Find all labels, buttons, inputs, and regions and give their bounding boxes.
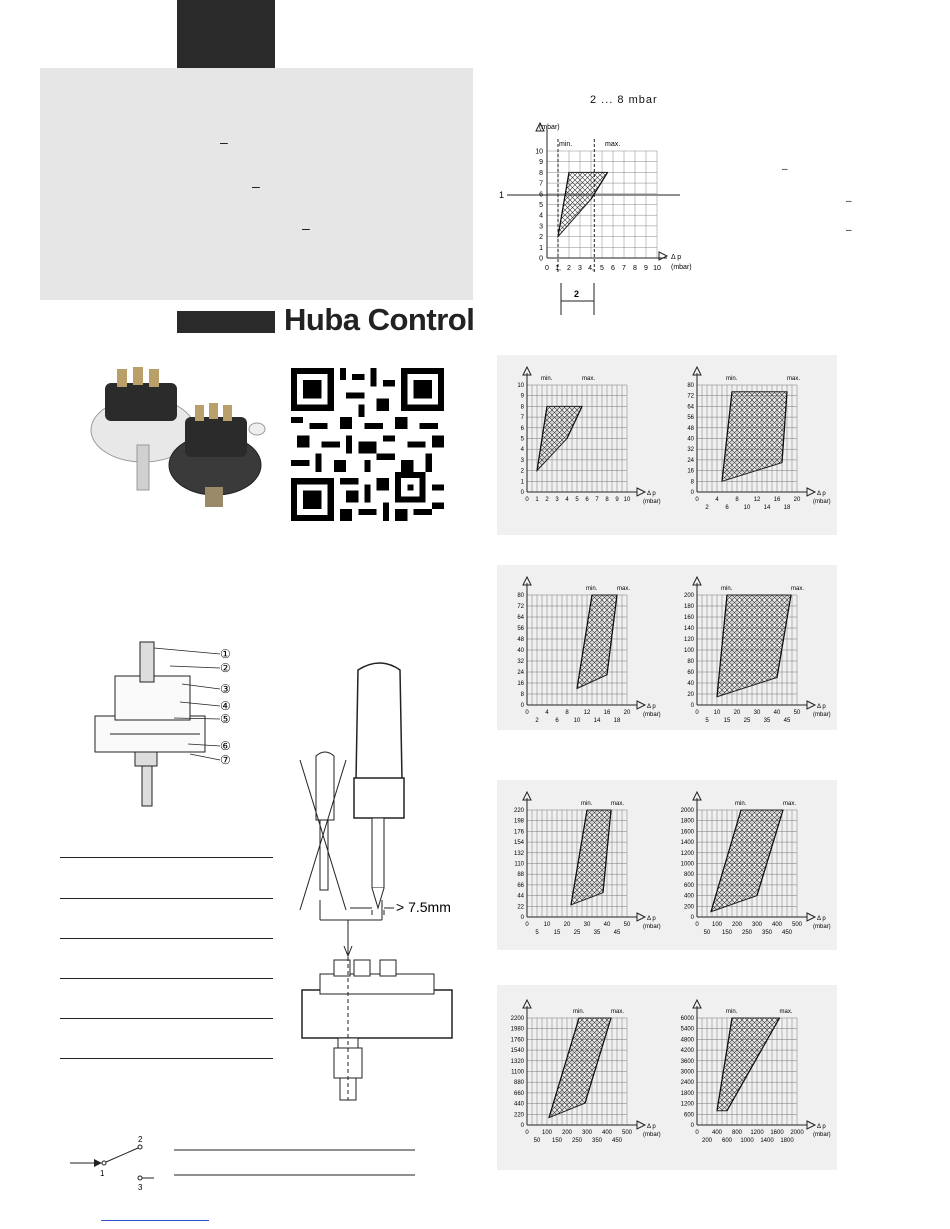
y-tick-label: 7 bbox=[520, 415, 524, 422]
y-tick-label: 1 bbox=[520, 479, 524, 486]
x-tick-label: 7 bbox=[622, 265, 626, 272]
x-tick-label: 8 bbox=[633, 265, 637, 272]
x-tick-sub-label: 25 bbox=[573, 930, 581, 936]
x-tick-sub-label: 1800 bbox=[780, 1138, 794, 1144]
y-tick-label: 400 bbox=[683, 893, 694, 900]
y-tick-label: 16 bbox=[517, 681, 524, 687]
cross-section-drawing bbox=[70, 636, 250, 816]
x-tick-label: 800 bbox=[731, 1130, 743, 1136]
x-tick-label: 1200 bbox=[750, 1130, 764, 1136]
x-tick-label: 4 bbox=[715, 497, 719, 503]
y-tick-label: 600 bbox=[683, 882, 694, 889]
note-dash-3: – bbox=[846, 225, 852, 236]
main-chart-min-label: min. bbox=[559, 141, 573, 148]
table-rule-1 bbox=[60, 857, 273, 858]
x-tick-sub-label: 150 bbox=[551, 1138, 563, 1144]
x-tick-label: 0 bbox=[545, 265, 549, 272]
x-tick-label: 6 bbox=[585, 497, 589, 503]
y-tick-label: 40 bbox=[517, 648, 524, 654]
main-chart-x-unit: (mbar) bbox=[671, 264, 692, 271]
x-tick-label: 6 bbox=[611, 265, 615, 272]
y-tick-label: 48 bbox=[517, 637, 524, 643]
x-axis-unit: (mbar) bbox=[643, 1132, 661, 1138]
y-tick-label: 132 bbox=[513, 850, 524, 857]
y-tick-label: 80 bbox=[687, 383, 694, 389]
y-tick-label: 0 bbox=[520, 703, 524, 709]
product-photo bbox=[85, 355, 275, 515]
x-tick-label: 0 bbox=[695, 710, 699, 716]
callout-1: ① bbox=[220, 647, 231, 661]
x-tick-label: 12 bbox=[753, 497, 761, 503]
x-tick-sub-label: 6 bbox=[725, 505, 729, 511]
y-tick-label: 1760 bbox=[510, 1037, 524, 1044]
main-chart-delta-p: Δ p bbox=[671, 254, 682, 261]
chart-7 bbox=[511, 1000, 661, 1144]
x-axis-delta-p: Δ p bbox=[817, 1124, 826, 1130]
tolerance-area bbox=[717, 595, 791, 697]
y-tick-label: 1600 bbox=[680, 829, 694, 836]
x-tick-label: 10 bbox=[543, 922, 551, 928]
header-tab-block bbox=[177, 0, 275, 68]
callout-7: ⑦ bbox=[220, 753, 231, 767]
series-label: min. bbox=[586, 586, 598, 592]
y-tick-label: 0 bbox=[520, 1123, 524, 1129]
x-tick-sub-label: 250 bbox=[571, 1138, 583, 1144]
series-label: min. bbox=[726, 376, 738, 382]
spec-dash-2: – bbox=[252, 178, 260, 194]
x-tick-label: 4 bbox=[545, 710, 549, 716]
series-label: min. bbox=[581, 801, 593, 807]
note-dash-1: – bbox=[782, 164, 788, 175]
x-tick-label: 2 bbox=[545, 497, 549, 503]
x-tick-label: 10 bbox=[713, 710, 721, 716]
x-axis-delta-p: Δ p bbox=[817, 704, 826, 710]
x-tick-label: 4, bbox=[588, 265, 594, 272]
series-label: min. bbox=[726, 1009, 738, 1015]
y-tick-label: 440 bbox=[513, 1101, 524, 1108]
x-axis-unit: (mbar) bbox=[643, 499, 661, 505]
x-tick-label: 200 bbox=[561, 1130, 573, 1136]
y-tick-label: 10 bbox=[517, 383, 524, 389]
x-tick-label: 200 bbox=[731, 922, 743, 928]
x-tick-sub-label: 50 bbox=[703, 930, 711, 936]
y-tick-label: 220 bbox=[513, 1112, 524, 1119]
table-rule-3 bbox=[60, 938, 273, 939]
main-chart-y-unit: (mbar) bbox=[539, 124, 560, 131]
x-axis-arrow bbox=[807, 488, 815, 496]
x-axis-arrow bbox=[807, 701, 815, 709]
x-tick-label: 20 bbox=[733, 710, 741, 716]
y-tick-label: 1000 bbox=[680, 861, 694, 868]
x-axis-arrow bbox=[637, 1121, 645, 1129]
x-tick-label: 500 bbox=[791, 922, 803, 928]
y-tick-label: 8 bbox=[690, 479, 694, 486]
x-axis-delta-p: Δ p bbox=[647, 916, 656, 922]
x-tick-label: 0 bbox=[525, 497, 529, 503]
y-tick-label: 2400 bbox=[680, 1080, 694, 1087]
callout-4: ④ bbox=[220, 699, 231, 713]
switch-diagram bbox=[70, 1130, 430, 1200]
x-tick-sub-label: 200 bbox=[701, 1138, 713, 1144]
y-tick-label: 8 bbox=[520, 404, 524, 411]
y-tick-label: 5 bbox=[520, 436, 524, 443]
y-tick-label: 198 bbox=[513, 818, 524, 825]
x-tick-sub-label: 10 bbox=[573, 718, 581, 724]
y-tick-label: 72 bbox=[687, 393, 694, 400]
series-label: max. bbox=[779, 1009, 793, 1015]
x-axis-unit: (mbar) bbox=[813, 499, 831, 505]
chart-1 bbox=[517, 367, 660, 505]
x-tick-sub-label: 450 bbox=[611, 1138, 623, 1144]
table-rule-6 bbox=[60, 1058, 273, 1059]
y-tick-label: 6000 bbox=[680, 1016, 694, 1022]
x-axis-arrow bbox=[637, 913, 645, 921]
x-tick-label: 3 bbox=[578, 265, 582, 272]
x-tick-sub-label: 600 bbox=[721, 1138, 733, 1144]
series-label: max. bbox=[582, 376, 596, 382]
y-tick-label: 66 bbox=[517, 882, 524, 889]
callout-3: ③ bbox=[220, 682, 231, 696]
x-tick-label: 9 bbox=[615, 497, 619, 503]
y-tick-label: 0 bbox=[520, 490, 524, 496]
y-tick-label: 110 bbox=[514, 861, 524, 868]
y-tick-label: 3 bbox=[520, 457, 524, 464]
x-tick-label: 50 bbox=[623, 922, 631, 928]
y-tick-label: 1980 bbox=[510, 1026, 524, 1033]
main-chart bbox=[495, 115, 715, 315]
x-axis-arrow bbox=[807, 1121, 815, 1129]
spec-panel bbox=[40, 68, 473, 300]
tolerance-area bbox=[717, 1018, 780, 1111]
x-axis-delta-p: Δ p bbox=[647, 704, 656, 710]
y-tick-label: 4 bbox=[520, 447, 524, 454]
switch-terminal-3: 3 bbox=[138, 1183, 143, 1192]
x-tick-sub-label: 18 bbox=[613, 718, 621, 724]
x-tick-label: 5 bbox=[575, 497, 579, 503]
y-tick-label: 100 bbox=[683, 648, 694, 654]
y-tick-label: 2 bbox=[520, 468, 524, 475]
y-tick-label: 40 bbox=[687, 681, 694, 687]
y-tick-label: 10 bbox=[535, 148, 543, 156]
x-tick-label: 0 bbox=[695, 1130, 699, 1136]
y-tick-label: 1540 bbox=[510, 1048, 524, 1055]
x-tick-label: 100 bbox=[711, 922, 723, 928]
x-tick-label: 0 bbox=[525, 710, 529, 716]
x-axis-unit: (mbar) bbox=[643, 924, 661, 930]
y-tick-label: 1200 bbox=[680, 1101, 694, 1108]
y-tick-label: 200 bbox=[683, 593, 694, 599]
x-tick-label: 16 bbox=[603, 710, 611, 716]
x-tick-label: 5 bbox=[600, 265, 604, 272]
x-tick-label: 400 bbox=[601, 1130, 613, 1136]
x-tick-sub-label: 35 bbox=[763, 718, 771, 724]
x-axis-arrow bbox=[637, 701, 645, 709]
y-tick-label: 64 bbox=[517, 615, 524, 621]
y-tick-label: 32 bbox=[517, 659, 524, 665]
y-tick-label: 1 bbox=[539, 244, 543, 252]
x-tick-label: 40 bbox=[603, 922, 611, 928]
x-tick-label: 0 bbox=[695, 497, 699, 503]
y-tick-label: 7 bbox=[539, 180, 543, 188]
chart-8 bbox=[681, 1000, 831, 1144]
x-tick-label: 0 bbox=[695, 922, 699, 928]
callout-5: ⑤ bbox=[220, 712, 231, 726]
x-axis-unit: (mbar) bbox=[813, 712, 831, 718]
series-label: max. bbox=[791, 586, 805, 592]
y-tick-label: 24 bbox=[687, 457, 694, 464]
x-tick-sub-label: 150 bbox=[721, 930, 733, 936]
main-chart-max-label: max. bbox=[605, 141, 621, 148]
x-axis-delta-p: Δ p bbox=[647, 1124, 656, 1130]
y-tick-label: 80 bbox=[517, 593, 524, 599]
x-tick-label: 8 bbox=[605, 497, 609, 503]
y-tick-label: 60 bbox=[687, 670, 694, 676]
y-tick-label: 0 bbox=[690, 490, 694, 496]
x-tick-sub-label: 15 bbox=[723, 718, 731, 724]
y-tick-label: 72 bbox=[517, 604, 524, 610]
y-tick-label: 176 bbox=[513, 829, 524, 836]
y-tick-label: 80 bbox=[687, 659, 694, 665]
x-axis-unit: (mbar) bbox=[813, 924, 831, 930]
y-tick-label: 5400 bbox=[680, 1026, 694, 1033]
chart-2 bbox=[687, 367, 830, 511]
x-tick-label: 30 bbox=[583, 922, 591, 928]
series-label: min. bbox=[541, 376, 553, 382]
x-axis-arrow bbox=[807, 913, 815, 921]
x-tick-sub-label: 5 bbox=[705, 718, 709, 724]
y-tick-label: 1200 bbox=[680, 850, 694, 857]
x-tick-label: 8 bbox=[735, 497, 739, 503]
y-tick-label: 600 bbox=[683, 1112, 694, 1119]
y-tick-label: 160 bbox=[683, 615, 694, 621]
series-label: min. bbox=[721, 586, 733, 592]
y-tick-label: 5 bbox=[539, 202, 543, 209]
x-tick-label: 7 bbox=[595, 497, 599, 503]
x-tick-sub-label: 45 bbox=[613, 930, 621, 936]
x-tick-sub-label: 10 bbox=[743, 505, 751, 511]
x-tick-label: 4 bbox=[565, 497, 569, 503]
table-rule-2 bbox=[60, 898, 273, 899]
y-tick-label: 2000 bbox=[680, 808, 694, 814]
x-tick-label: 1 bbox=[535, 497, 539, 503]
y-tick-label: 154 bbox=[513, 840, 524, 847]
x-tick-label: 0 bbox=[525, 1130, 529, 1136]
y-tick-label: 3000 bbox=[680, 1069, 694, 1076]
x-tick-label: 20 bbox=[563, 922, 571, 928]
spec-dash-3: – bbox=[302, 220, 310, 236]
y-tick-label: 0 bbox=[690, 703, 694, 709]
y-tick-label: 8 bbox=[520, 692, 524, 698]
y-tick-label: 2200 bbox=[510, 1016, 524, 1022]
x-tick-label: 10 bbox=[623, 497, 631, 503]
x-axis-arrow bbox=[637, 488, 645, 496]
series-label: max. bbox=[787, 376, 801, 382]
x-tick-sub-label: 1400 bbox=[760, 1138, 774, 1144]
y-tick-label: 180 bbox=[683, 604, 694, 610]
switch-terminal-1: 1 bbox=[100, 1169, 105, 1178]
series-label: max. bbox=[783, 801, 797, 807]
x-tick-sub-label: 15 bbox=[553, 930, 561, 936]
x-tick-label: 400 bbox=[711, 1130, 723, 1136]
screwdriver-width-label: > 7.5mm bbox=[396, 899, 451, 915]
x-tick-sub-label: 1000 bbox=[740, 1138, 754, 1144]
y-tick-label: 16 bbox=[687, 468, 694, 475]
x-tick-label: 3 bbox=[555, 497, 559, 503]
y-tick-label: 2 bbox=[539, 234, 543, 242]
x-tick-label: 1, bbox=[555, 265, 561, 272]
y-tick-label: 880 bbox=[513, 1080, 524, 1087]
x-tick-sub-label: 450 bbox=[781, 930, 793, 936]
y-tick-label: 1400 bbox=[680, 840, 694, 847]
series-label: min. bbox=[573, 1009, 585, 1015]
y-tick-label: 88 bbox=[517, 872, 524, 879]
y-tick-label: 8 bbox=[539, 169, 543, 177]
x-tick-label: 300 bbox=[581, 1130, 593, 1136]
series-label: min. bbox=[735, 801, 747, 807]
x-axis-delta-p: Δ p bbox=[817, 916, 826, 922]
x-axis-unit: (mbar) bbox=[813, 1132, 831, 1138]
y-tick-label: 44 bbox=[517, 893, 524, 900]
x-tick-sub-label: 350 bbox=[761, 930, 773, 936]
x-tick-sub-label: 45 bbox=[783, 718, 791, 724]
y-tick-label: 0 bbox=[520, 915, 524, 921]
x-tick-sub-label: 25 bbox=[743, 718, 751, 724]
chart-3 bbox=[517, 577, 660, 724]
y-tick-label: 4 bbox=[539, 212, 543, 220]
callout-2: ② bbox=[220, 661, 231, 675]
y-tick-label: 3600 bbox=[680, 1058, 694, 1065]
y-tick-label: 9 bbox=[520, 393, 524, 400]
y-tick-label: 0 bbox=[690, 915, 694, 921]
characteristic-charts bbox=[497, 355, 837, 1170]
y-tick-label: 6 bbox=[520, 425, 524, 432]
y-tick-label: 120 bbox=[683, 637, 694, 643]
x-tick-label: 9 bbox=[644, 265, 648, 272]
x-axis-delta-p: Δ p bbox=[817, 491, 826, 497]
callout-1-label: 1 bbox=[499, 190, 505, 200]
qr-code[interactable] bbox=[291, 368, 444, 521]
chart-5 bbox=[514, 792, 661, 936]
brand-bar bbox=[177, 311, 275, 333]
x-tick-label: 300 bbox=[751, 922, 763, 928]
x-tick-sub-label: 5 bbox=[535, 930, 539, 936]
x-tick-sub-label: 6 bbox=[555, 718, 559, 724]
x-tick-label: 40 bbox=[773, 710, 781, 716]
main-chart-dim-label: 2 bbox=[574, 289, 580, 299]
x-tick-label: 12 bbox=[583, 710, 591, 716]
x-tick-label: 20 bbox=[793, 497, 801, 503]
y-tick-label: 660 bbox=[513, 1090, 524, 1097]
y-tick-label: 1100 bbox=[511, 1069, 524, 1076]
series-label: max. bbox=[617, 586, 631, 592]
x-tick-label: 100 bbox=[541, 1130, 553, 1136]
y-tick-label: 1320 bbox=[510, 1058, 524, 1065]
x-tick-label: 16 bbox=[773, 497, 781, 503]
series-label: max. bbox=[611, 801, 625, 807]
x-tick-label: 400 bbox=[771, 922, 783, 928]
x-tick-sub-label: 350 bbox=[591, 1138, 603, 1144]
x-axis-unit: (mbar) bbox=[643, 712, 661, 718]
tolerance-area bbox=[549, 1018, 611, 1118]
x-tick-label: 2000 bbox=[790, 1130, 804, 1136]
x-tick-sub-label: 250 bbox=[741, 930, 753, 936]
y-tick-label: 22 bbox=[517, 904, 524, 911]
y-tick-label: 4800 bbox=[680, 1037, 694, 1044]
y-tick-label: 20 bbox=[687, 692, 694, 698]
y-tick-label: 1800 bbox=[680, 1090, 694, 1097]
brand-logo: Huba Control bbox=[284, 302, 475, 337]
chart-4 bbox=[684, 577, 831, 724]
main-plot-area bbox=[535, 129, 667, 273]
y-tick-label: 6 bbox=[539, 191, 543, 199]
x-tick-sub-label: 14 bbox=[593, 718, 601, 724]
x-axis-delta-p: Δ p bbox=[647, 491, 656, 497]
y-tick-label: 200 bbox=[683, 904, 694, 911]
x-tick-label: 30 bbox=[753, 710, 761, 716]
series-label: max. bbox=[611, 1009, 625, 1015]
y-tick-label: 0 bbox=[539, 255, 543, 263]
switch-terminal-2: 2 bbox=[138, 1135, 143, 1144]
y-tick-label: 56 bbox=[517, 626, 524, 632]
x-tick-sub-label: 18 bbox=[783, 505, 791, 511]
x-tick-sub-label: 50 bbox=[533, 1138, 541, 1144]
table-rule-5 bbox=[60, 1018, 273, 1019]
y-tick-label: 48 bbox=[687, 425, 694, 432]
x-tick-label: 0 bbox=[525, 922, 529, 928]
y-tick-label: 64 bbox=[687, 404, 694, 411]
spec-dash-1: – bbox=[220, 134, 228, 150]
x-tick-label: 10 bbox=[653, 265, 661, 272]
x-tick-sub-label: 2 bbox=[535, 718, 539, 724]
x-tick-label: 50 bbox=[793, 710, 801, 716]
x-tick-label: 20 bbox=[623, 710, 631, 716]
table-rule-4 bbox=[60, 978, 273, 979]
y-tick-label: 140 bbox=[683, 626, 694, 632]
callout-6: ⑥ bbox=[220, 739, 231, 753]
y-tick-label: 40 bbox=[687, 436, 694, 443]
range-label: 2 ... 8 mbar bbox=[590, 94, 658, 106]
x-tick-sub-label: 14 bbox=[763, 505, 771, 511]
x-tick-label: 1600 bbox=[770, 1130, 784, 1136]
y-tick-label: 3 bbox=[539, 223, 543, 231]
y-tick-label: 220 bbox=[513, 808, 524, 814]
y-tick-label: 800 bbox=[683, 872, 694, 879]
y-tick-label: 9 bbox=[539, 159, 543, 167]
y-tick-label: 4200 bbox=[680, 1048, 694, 1055]
x-tick-label: 2 bbox=[567, 265, 571, 272]
y-tick-label: 1800 bbox=[680, 818, 694, 825]
footer-link-underline[interactable] bbox=[101, 1220, 209, 1221]
y-tick-label: 24 bbox=[517, 670, 524, 676]
adjustment-illustration bbox=[290, 660, 480, 1110]
y-tick-label: 0 bbox=[690, 1123, 694, 1129]
note-dash-2: – bbox=[846, 196, 852, 207]
x-tick-sub-label: 35 bbox=[593, 930, 601, 936]
x-tick-label: 500 bbox=[621, 1130, 633, 1136]
y-tick-label: 56 bbox=[687, 415, 694, 422]
chart-6 bbox=[681, 792, 831, 936]
x-tick-sub-label: 2 bbox=[705, 505, 709, 511]
y-tick-label: 32 bbox=[687, 447, 694, 454]
x-tick-label: 8 bbox=[565, 710, 569, 716]
